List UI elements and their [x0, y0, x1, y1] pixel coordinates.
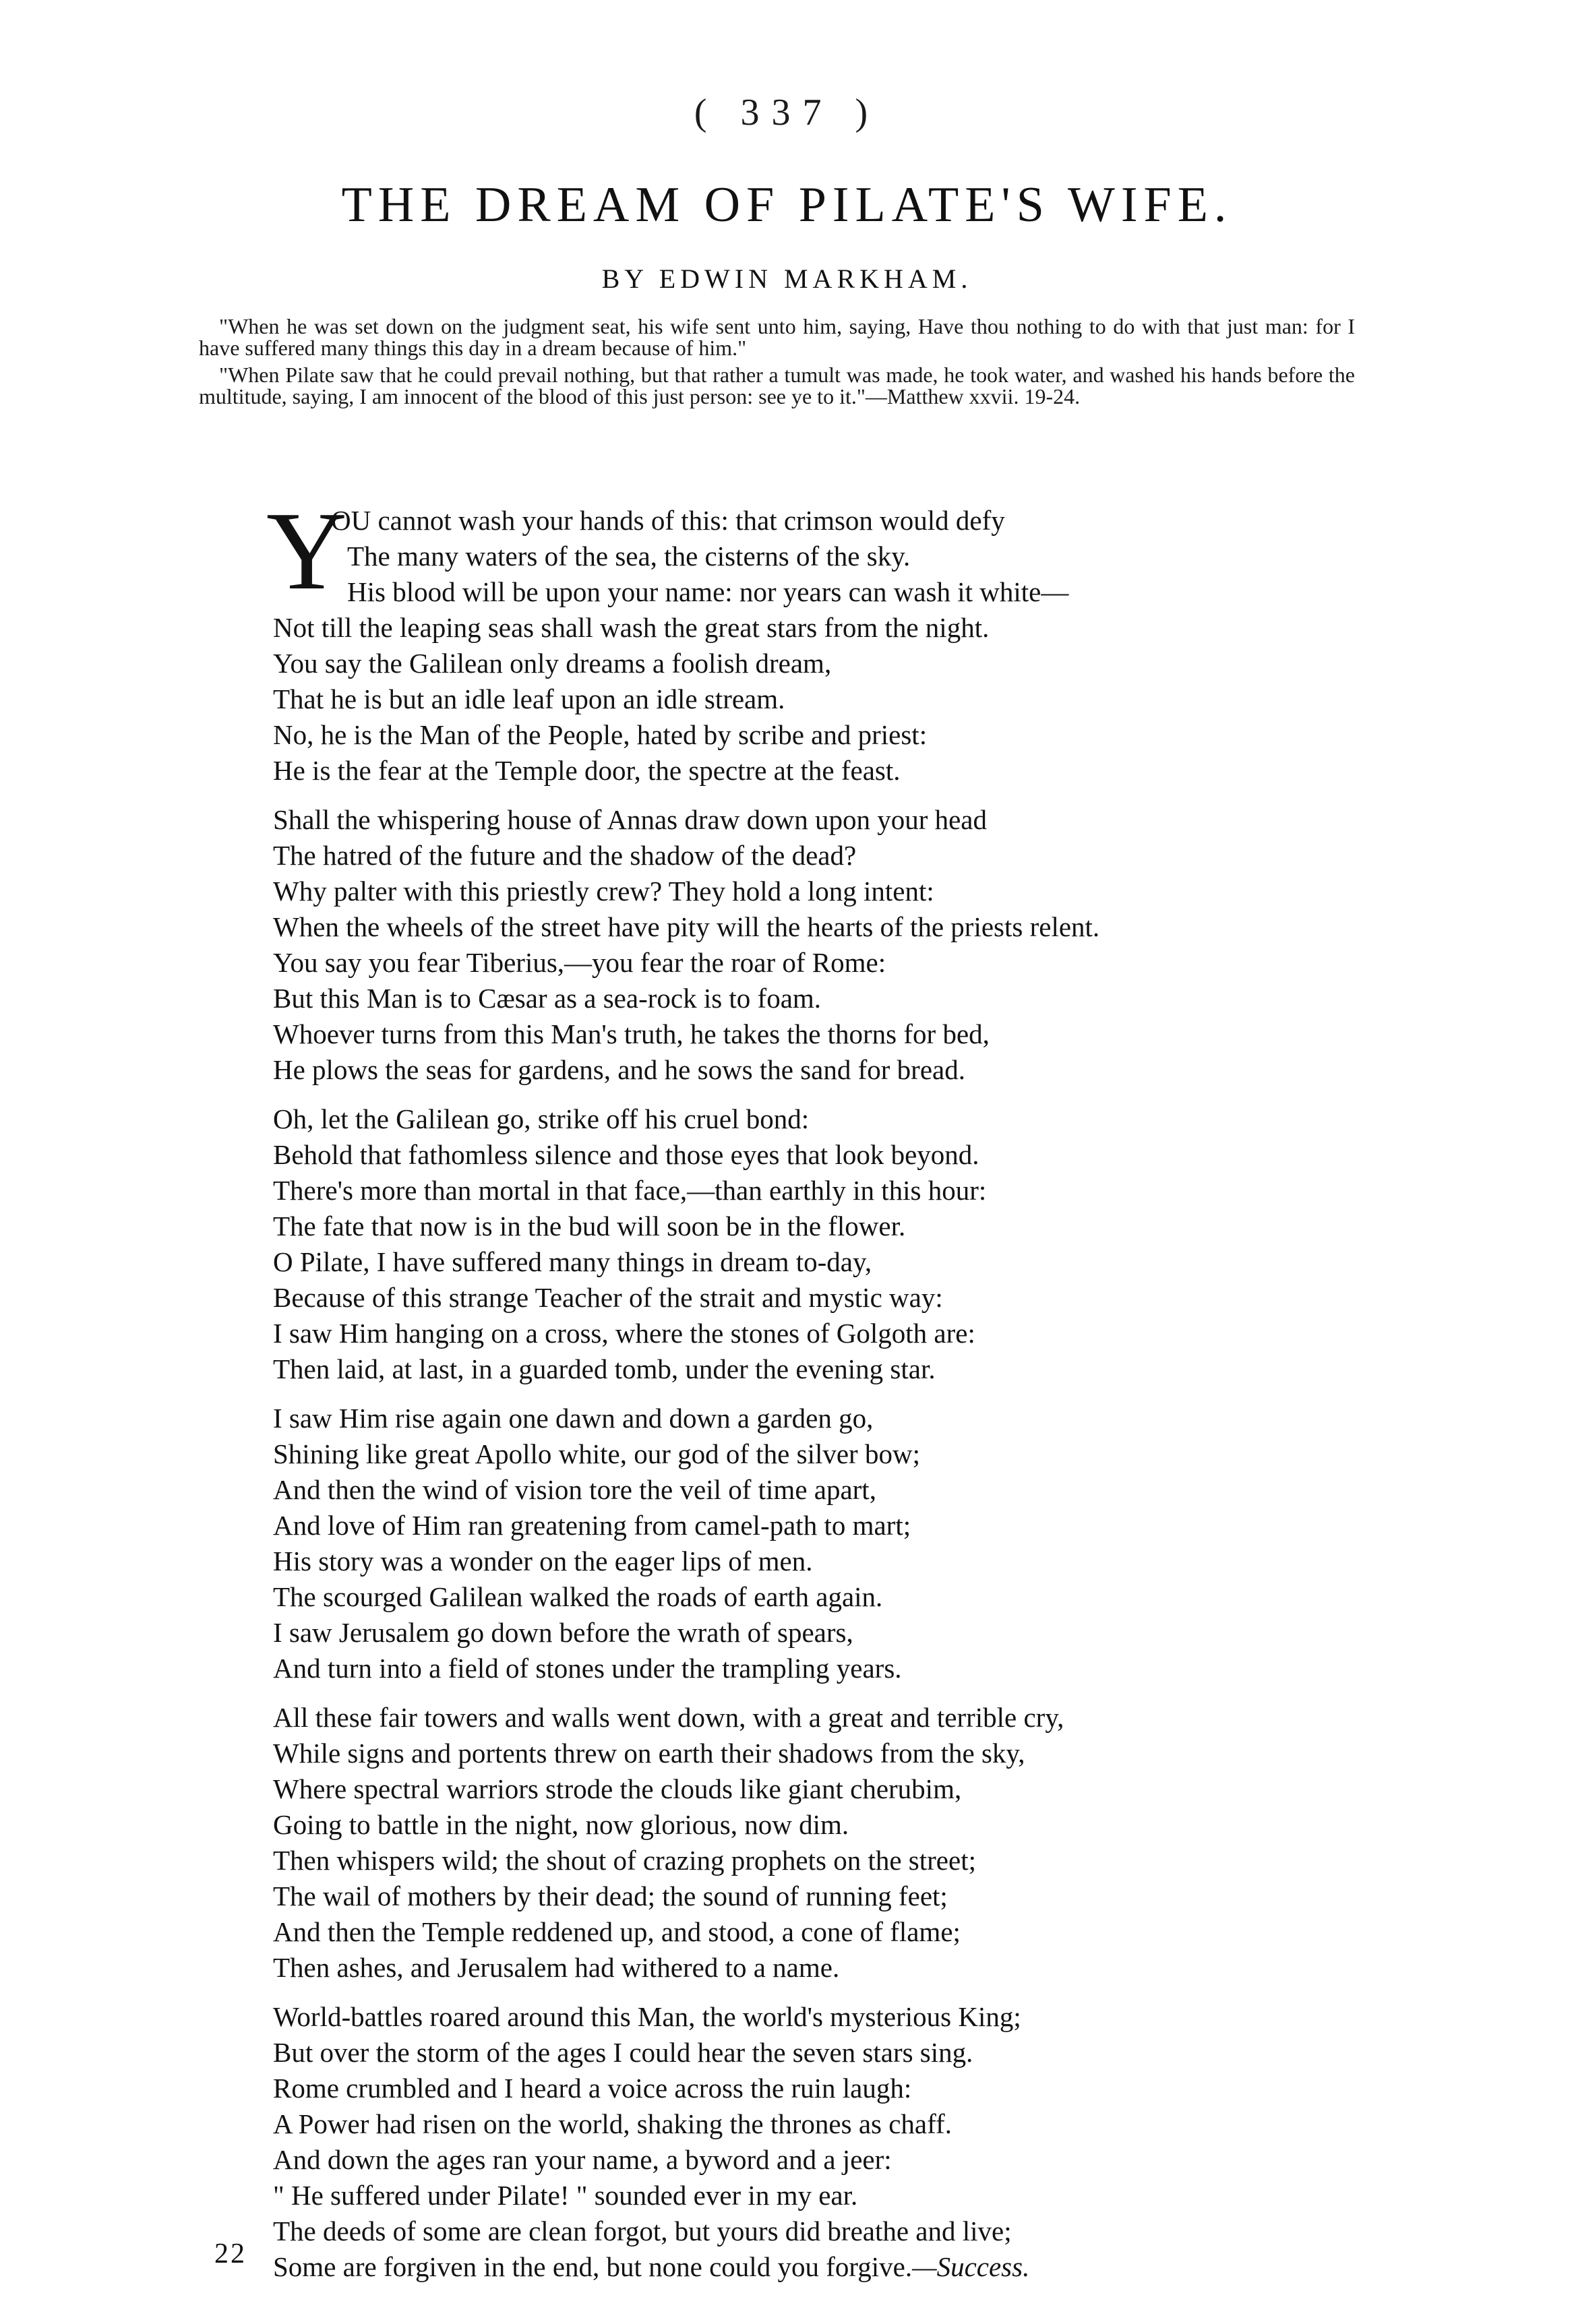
poem-line: And turn into a field of stones under the trampling years. [273, 1653, 902, 1684]
poem-line: Then whispers wild; the shout of crazing prophets on the street; [273, 1845, 976, 1876]
poem-line: No, he is the Man of the People, hated by scribe and priest: [273, 719, 928, 750]
poem-line: Where spectral warriors strode the clouds like giant cherubim, [273, 1773, 962, 1804]
poem-line: All these fair towers and walls went down, with a great and terrible cry, [273, 1702, 1064, 1733]
poem-line: But over the storm of the ages I could hear the seven stars sing. [273, 2037, 973, 2068]
poem-line: Because of this strange Teacher of the strait and mystic way: [273, 1282, 943, 1313]
stanza-2 [273, 802, 1379, 1088]
poem-line: Then laid, at last, in a guarded tomb, under the evening star. [273, 1353, 936, 1384]
byline: BY EDWIN MARKHAM. [601, 264, 973, 294]
poem-line: I saw Him hanging on a cross, where the stones of Golgoth are: [273, 1318, 975, 1349]
poem-line: While signs and portents threw on earth their shadows from the sky, [273, 1738, 1025, 1769]
poem-line: He plows the seas for gardens, and he sows the sand for bread. [273, 1054, 965, 1085]
poem-line: Not till the leaping seas shall wash the great stars from the night. [273, 612, 990, 643]
poem-line: O Pilate, I have suffered many things in dream to-day, [273, 1246, 872, 1277]
poem-line: You say you fear Tiberius,—you fear the roar of Rome: [273, 947, 886, 978]
epigraph-paragraph-1: "When he was set down on the judgment seat, his wife sent unto him, saying, Have thou nothing to do with that just man: for I have suffered many things this day in a dream because of him." [199, 314, 1355, 360]
poem-line: OU cannot wash your hands of this: that crimson would defy [331, 505, 1005, 536]
poem-line: World-battles roared around this Man, the world's mysterious King; [273, 2001, 1021, 2032]
poem-line: I saw Jerusalem go down before the wrath of spears, [273, 1617, 853, 1648]
poem-body [266, 489, 1379, 2298]
poem-line: The fate that now is in the bud will soon be in the flower. [273, 1211, 906, 1242]
poem-line: You say the Galilean only dreams a foolish dream, [273, 648, 832, 679]
poem-line: The wail of mothers by their dead; the sound of running feet; [273, 1880, 948, 1912]
poem-title: THE DREAM OF PILATE'S WIFE. [341, 177, 1233, 233]
poem-line: His story was a wonder on the eager lips of men. [273, 1546, 813, 1577]
stanza-6 [273, 1999, 1379, 2285]
poem-line: Whoever turns from this Man's truth, he takes the thorns for bed, [273, 1018, 990, 1049]
drop-cap: Y [266, 489, 347, 613]
poem-line: His blood will be upon your name: nor years can wash it white— [347, 576, 1069, 607]
poem-line: There's more than mortal in that face,—than earthly in this hour: [273, 1175, 987, 1206]
stanza-5 [273, 1700, 1379, 1986]
poem-line: Then ashes, and Jerusalem had withered to a name. [273, 1952, 840, 1983]
poem-line: That he is but an idle leaf upon an idle stream. [273, 683, 785, 714]
poem-line: Why palter with this priestly crew? They hold a long intent: [273, 876, 934, 907]
signature: —Success. [912, 2251, 1030, 2282]
poem-line: Shall the whispering house of Annas draw down upon your head [273, 804, 987, 835]
poem-line: Shining like great Apollo white, our god of the silver bow; [273, 1438, 920, 1469]
poem-line: Rome crumbled and I heard a voice across the ruin laugh: [273, 2073, 912, 2104]
poem-line: He is the fear at the Temple door, the spectre at the feast. [273, 755, 901, 786]
poem-line: And then the Temple reddened up, and stood, a cone of flame; [273, 1916, 961, 1947]
poem-line: A Power had risen on the world, shaking the thrones as chaff. [273, 2108, 952, 2139]
signature-mark: 22 [214, 2238, 247, 2269]
poem-line: The scourged Galilean walked the roads of earth again. [273, 1581, 883, 1612]
poem-final-line-text: Some are forgiven in the end, but none could you forgive. [273, 2251, 913, 2282]
epigraph-paragraph-2: "When Pilate saw that he could prevail nothing, but that rather a tumult was made, he took water, and washed his hands before the multitude, saying, I am innocent of the blood of this just person: see ye to it."—Matthew xxvii. 19-24. [199, 363, 1355, 408]
poem-line: When the wheels of the street have pity will the hearts of the priests relent. [273, 911, 1100, 942]
stanza-3 [273, 1101, 1379, 1387]
poem-line: But this Man is to Cæsar as a sea-rock is to foam. [273, 983, 822, 1014]
poem-line: The many waters of the sea, the cisterns of the sky. [347, 541, 911, 572]
page-number: ( 337 ) [694, 92, 880, 133]
stanza-1 [266, 489, 1379, 789]
poem-line: And love of Him ran greatening from camel-path to mart; [273, 1510, 911, 1541]
poem-line: Oh, let the Galilean go, strike off his cruel bond: [273, 1103, 810, 1134]
poem-line [273, 2249, 1379, 2285]
poem-line: I saw Him rise again one dawn and down a garden go, [273, 1403, 874, 1434]
stanza-4 [273, 1401, 1379, 1686]
poem-line: Behold that fathomless silence and those eyes that look beyond. [273, 1139, 979, 1170]
epigraph [199, 315, 1355, 412]
poem-line: Going to battle in the night, now glorious, now dim. [273, 1809, 849, 1840]
poem-line: And then the wind of vision tore the veil of time apart, [273, 1474, 876, 1505]
poem-line: The hatred of the future and the shadow of the dead? [273, 840, 857, 871]
poem-line: The deeds of some are clean forgot, but yours did breathe and live; [273, 2215, 1012, 2246]
poem-line: " He suffered under Pilate! " sounded ever in my ear. [273, 2180, 858, 2211]
poem-line: And down the ages ran your name, a byword and a jeer: [273, 2144, 892, 2175]
